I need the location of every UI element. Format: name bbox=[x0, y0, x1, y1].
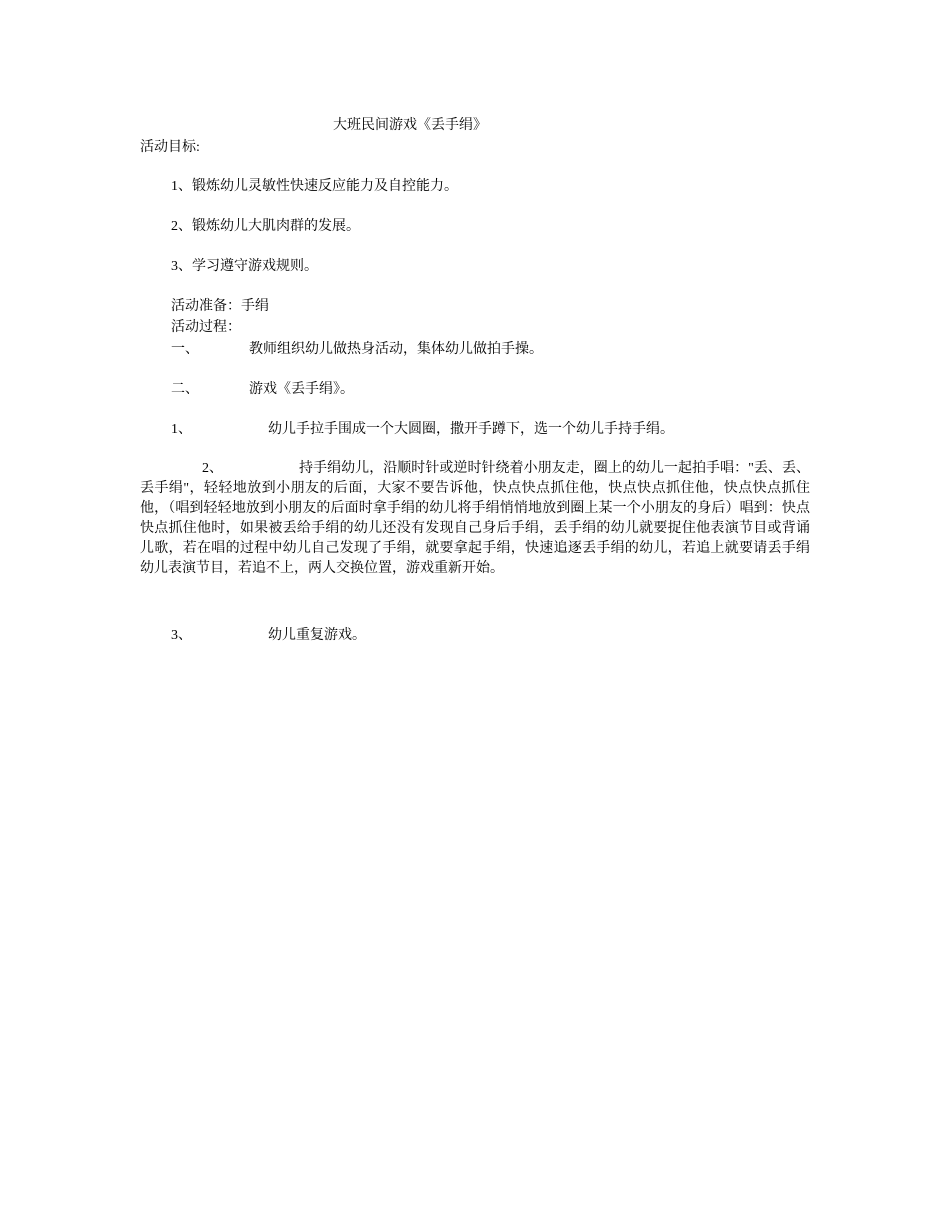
step-text: 幼儿手拉手围成一个大圆圈，撒开手蹲下，选一个幼儿手持手绢。 bbox=[268, 422, 674, 437]
step-item-1 bbox=[171, 420, 674, 440]
goal-item-1: 1、锻炼幼儿灵敏性快速反应能力及自控能力。 bbox=[171, 179, 458, 194]
step-item-2 bbox=[140, 459, 810, 579]
goal-item-3: 3、学习遵守游戏规则。 bbox=[171, 259, 318, 274]
step-item-3 bbox=[171, 626, 366, 646]
section-number: 二、 bbox=[171, 382, 199, 397]
section-text: 游戏《丢手绢》。 bbox=[249, 382, 354, 397]
step-text: 持手绢幼儿，沿顺时针或逆时针绕着小朋友走，圈上的幼儿一起拍手唱："丢、丢、丢手绢"，轻轻地放到小朋友的后面，大家不要告诉他，快点快点抓住他，快点快点抓住他，快点快点抓住他，（唱到轻轻地放到小朋友的后面时拿手绢的幼儿将手绢悄悄地放到圈上某一个小朋友的身后）唱到：快点快点抓住他时，如果被丢给手绢的幼儿还没有发现自己身后手绢，丢手绢的幼儿就要捉住他表演节目或背诵儿歌，若在唱的过程中幼儿自己发现了手绢，就要拿起手绢，快速追逐丢手绢的幼儿，若追上就要请丢手绢幼儿表演节目，若追不上，两人交换位置，游戏重新开始。 bbox=[140, 461, 810, 576]
step-number: 3、 bbox=[171, 628, 192, 643]
preparation-line: 活动准备：手绢 bbox=[171, 299, 269, 314]
goal-heading: 活动目标: bbox=[140, 140, 200, 155]
section-number: 一、 bbox=[171, 342, 199, 357]
process-heading: 活动过程： bbox=[171, 320, 241, 335]
section-item-1 bbox=[171, 340, 543, 360]
section-item-2 bbox=[171, 380, 354, 400]
goal-item-2: 2、锻炼幼儿大肌肉群的发展。 bbox=[171, 219, 360, 234]
step-number: 1、 bbox=[171, 422, 192, 437]
step-text: 幼儿重复游戏。 bbox=[268, 628, 366, 643]
document-title: 大班民间游戏《丢手绢》 bbox=[333, 118, 487, 133]
section-text: 教师组织幼儿做热身活动，集体幼儿做拍手操。 bbox=[249, 342, 543, 357]
step-number: 2、 bbox=[202, 461, 223, 476]
